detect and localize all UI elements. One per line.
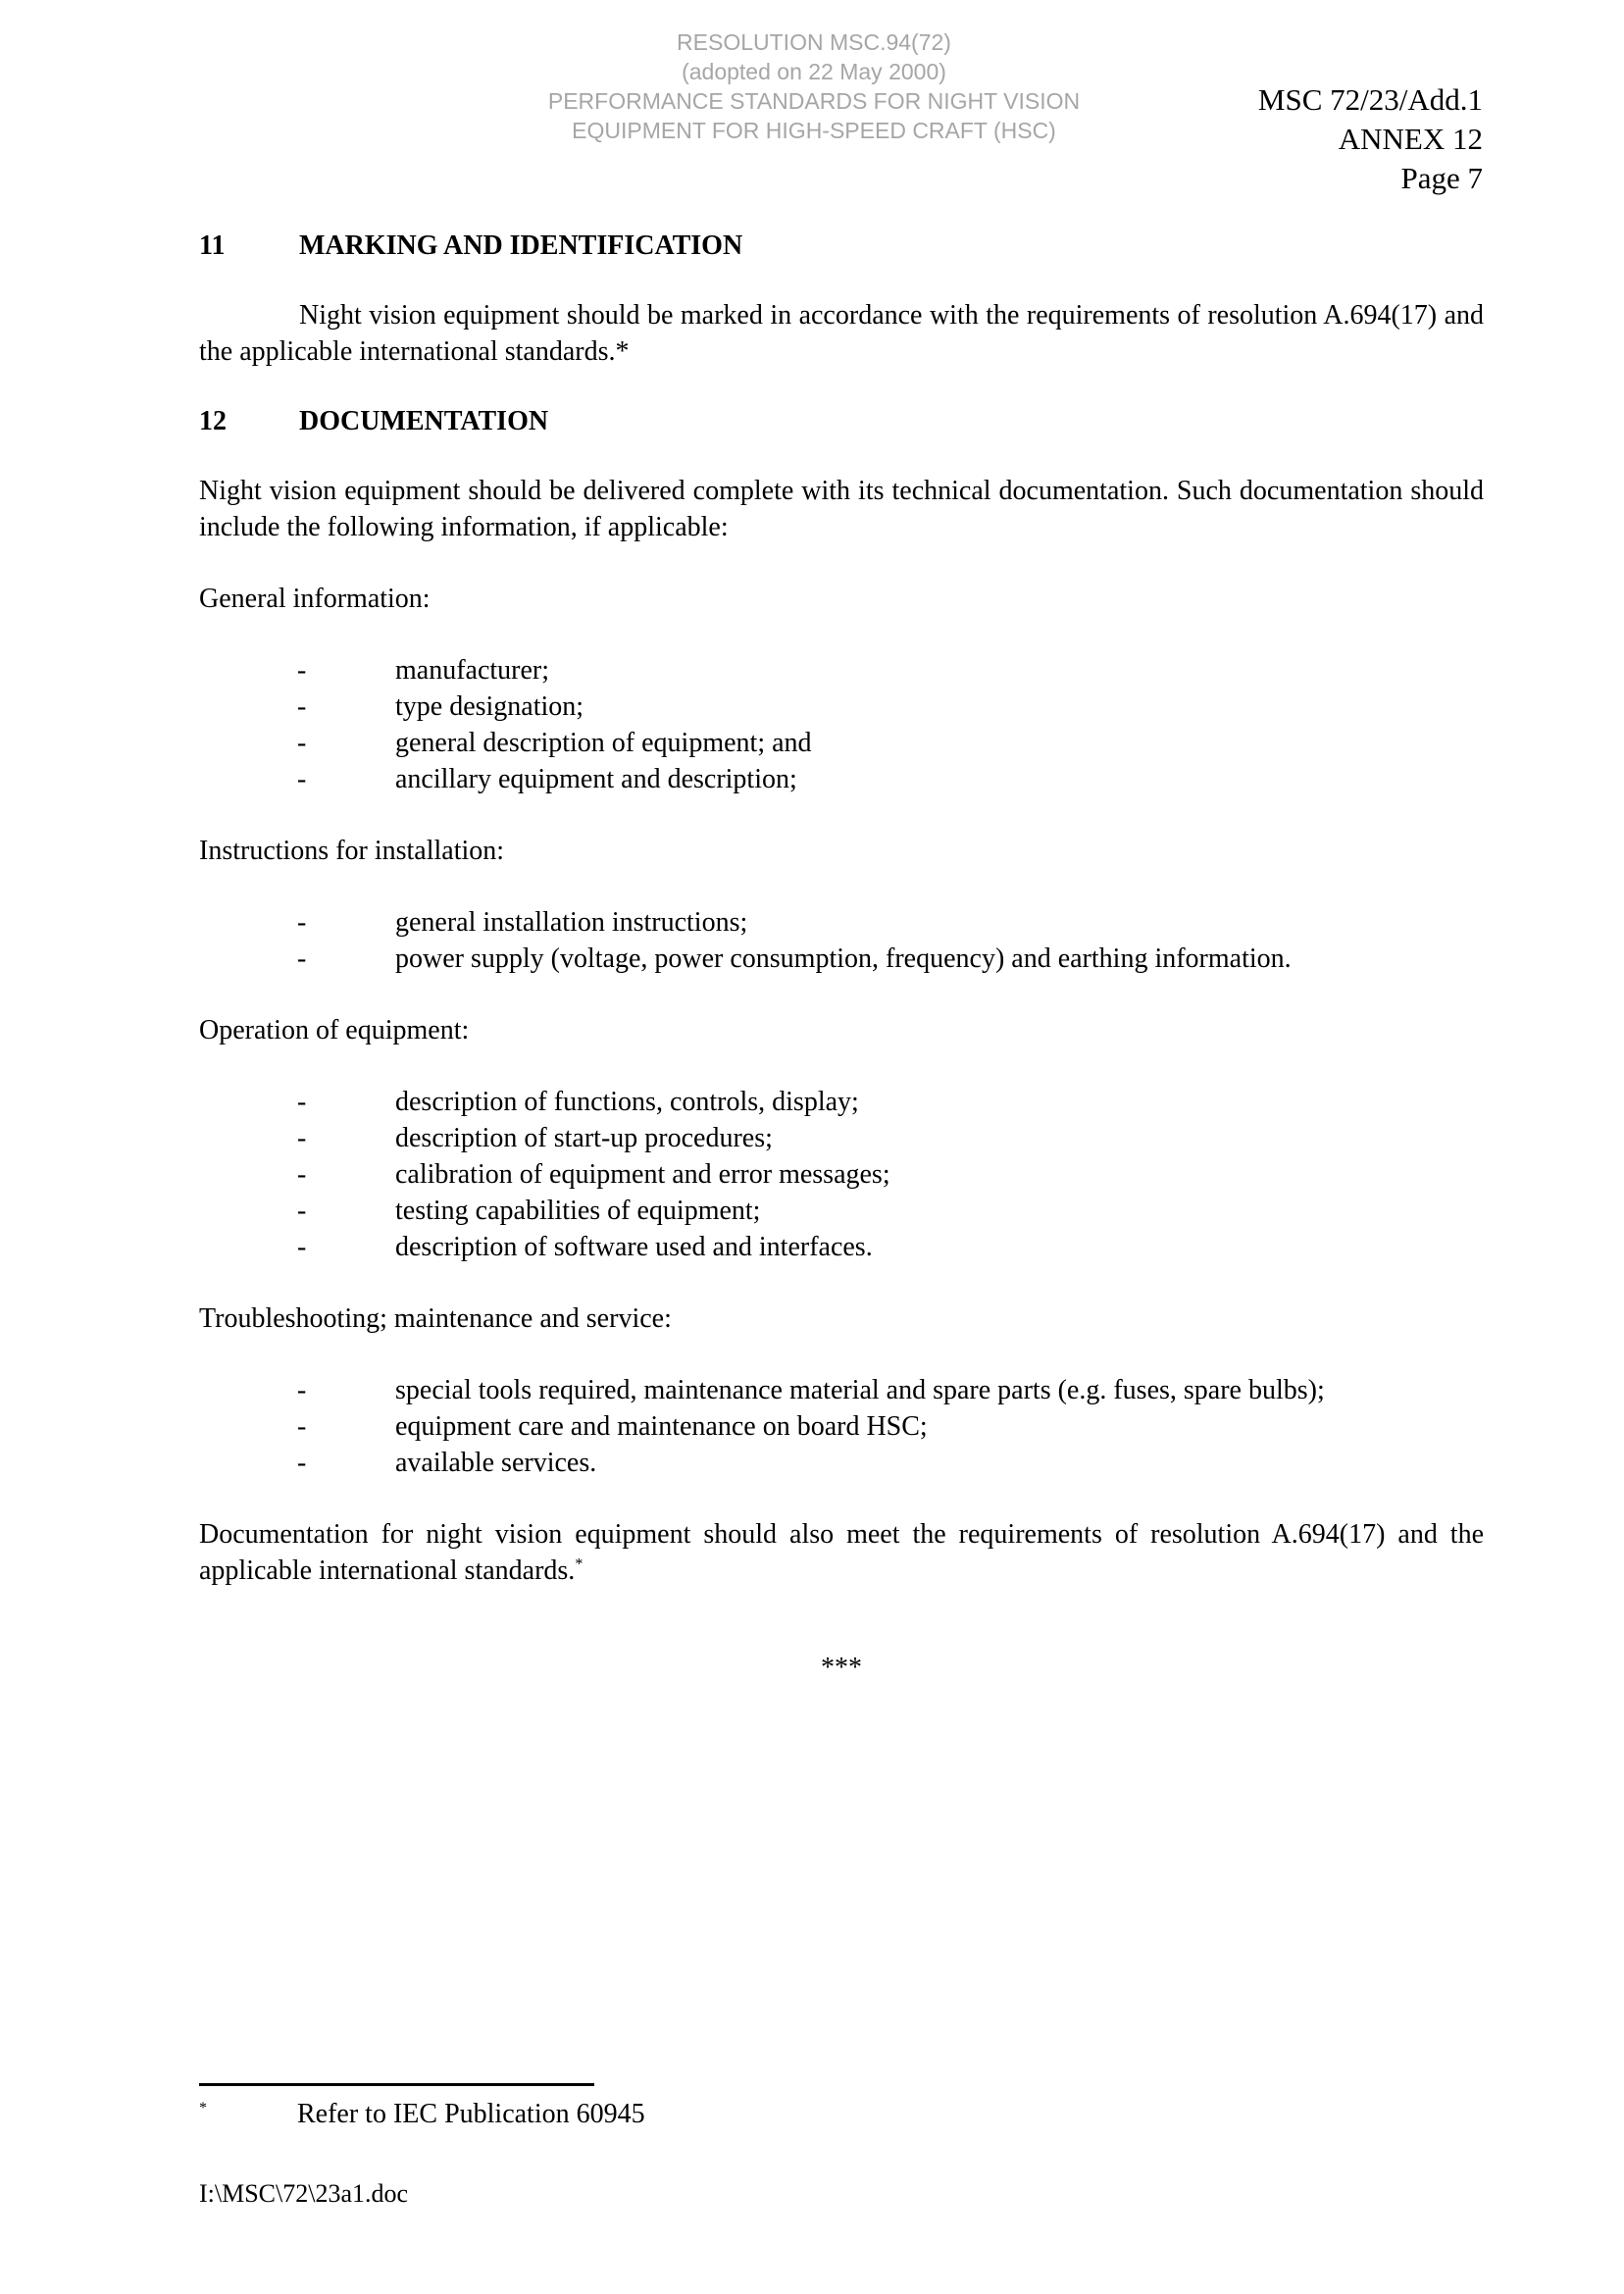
footnote-mark: * (199, 2100, 207, 2116)
standard-title-line-1: PERFORMANCE STANDARDS FOR NIGHT VISION (547, 88, 1081, 114)
dash-marker: - (297, 764, 307, 794)
dash-marker: - (297, 1196, 307, 1226)
section-11-paragraph: Night vision equipment should be marked in accordance with the requirements of resolution A.694(17) and the applicable international standards.* (199, 300, 1484, 367)
list-item (199, 1229, 1484, 1265)
file-path: I:\MSC\72\23a1.doc (199, 2179, 409, 2208)
footnote (199, 2099, 645, 2130)
section-number: 12 (199, 406, 227, 436)
closing-paragraph (199, 1516, 1484, 1589)
doc-ref: MSC 72/23/Add.1 (1257, 82, 1483, 117)
list-item-text: available services. (395, 1448, 597, 1478)
footnote-text (297, 2099, 645, 2130)
section-12-heading (199, 403, 1484, 439)
installation-list (199, 904, 1484, 977)
dash-marker: - (297, 943, 307, 974)
dash-marker: - (297, 728, 307, 758)
list-item-text: power supply (voltage, power consumption, frequency) and earthing information. (395, 943, 1292, 974)
list-item (199, 904, 1484, 941)
closing-text: Documentation for night vision equipment should also meet the requirements of resolution A.694(17) and the applicable international standards. (199, 1519, 1484, 1586)
section-12-intro: Night vision equipment should be delivered complete with its technical documentation. Such documentation should include the following information, if applicable: (199, 476, 1484, 542)
list-item-text: general installation instructions; (395, 907, 748, 938)
group-label: Instructions for installation: (199, 836, 505, 866)
list-item-text: manufacturer; (395, 655, 550, 686)
list-item (199, 1408, 1484, 1445)
list-item (199, 941, 1484, 977)
footnote-reference: * (575, 1555, 584, 1573)
dash-marker: - (297, 1375, 307, 1405)
adoption-date: (adopted on 22 May 2000) (682, 59, 946, 84)
list-item-text: description of start-up procedures; (395, 1123, 773, 1153)
end-separator: *** (821, 1653, 862, 1683)
annex-number: ANNEX 12 (1338, 122, 1483, 156)
page-number: Page 7 (1400, 161, 1483, 195)
dash-marker: - (297, 1448, 307, 1478)
list-item-text: general description of equipment; and (395, 728, 812, 758)
dash-marker: - (297, 1232, 307, 1262)
list-item (199, 1445, 1484, 1481)
dash-marker: - (297, 691, 307, 722)
dash-marker: - (297, 1411, 307, 1442)
list-item (199, 1156, 1484, 1193)
list-item-text: ancillary equipment and description; (395, 764, 797, 794)
dash-marker: - (297, 1087, 307, 1117)
list-item-text: equipment care and maintenance on board HSC; (395, 1411, 928, 1442)
dash-marker: - (297, 1123, 307, 1153)
list-item-text: type designation; (395, 691, 584, 722)
list-item (199, 1193, 1484, 1229)
section-number: 11 (199, 230, 226, 261)
resolution-header (490, 27, 1138, 145)
footnote-publication: IEC Publication 60945 (392, 2099, 645, 2129)
troubleshooting-list (199, 1372, 1484, 1481)
list-item-text: calibration of equipment and error messages; (395, 1159, 890, 1190)
list-item (199, 1084, 1484, 1120)
list-item (199, 688, 1484, 725)
standard-title-line-2: EQUIPMENT FOR HIGH-SPEED CRAFT (HSC) (572, 118, 1056, 143)
list-item (199, 725, 1484, 761)
list-item (199, 761, 1484, 797)
list-item (199, 1120, 1484, 1156)
list-item (199, 652, 1484, 688)
group-label: Operation of equipment: (199, 1015, 470, 1045)
list-item-text: special tools required, maintenance material and spare parts (e.g. fuses, spare bulbs); (395, 1375, 1325, 1405)
footnote-divider (199, 2083, 594, 2086)
document-body (199, 228, 1484, 1686)
section-11-heading (199, 228, 1484, 264)
footnote-prefix: Refer to (297, 2099, 393, 2129)
list-item (199, 1372, 1484, 1408)
dash-marker: - (297, 655, 307, 686)
document-reference (1258, 80, 1483, 198)
operation-list (199, 1084, 1484, 1265)
resolution-title: RESOLUTION MSC.94(72) (677, 29, 951, 55)
list-item-text: testing capabilities of equipment; (395, 1196, 761, 1226)
section-title: DOCUMENTATION (299, 406, 549, 436)
list-item-text: description of software used and interfaces. (395, 1232, 873, 1262)
dash-marker: - (297, 1159, 307, 1190)
group-label: Troubleshooting; maintenance and service: (199, 1303, 672, 1334)
general-info-list (199, 652, 1484, 797)
section-title: MARKING AND IDENTIFICATION (299, 230, 743, 261)
group-label: General information: (199, 584, 431, 614)
dash-marker: - (297, 907, 307, 938)
list-item-text: description of functions, controls, display; (395, 1087, 859, 1117)
